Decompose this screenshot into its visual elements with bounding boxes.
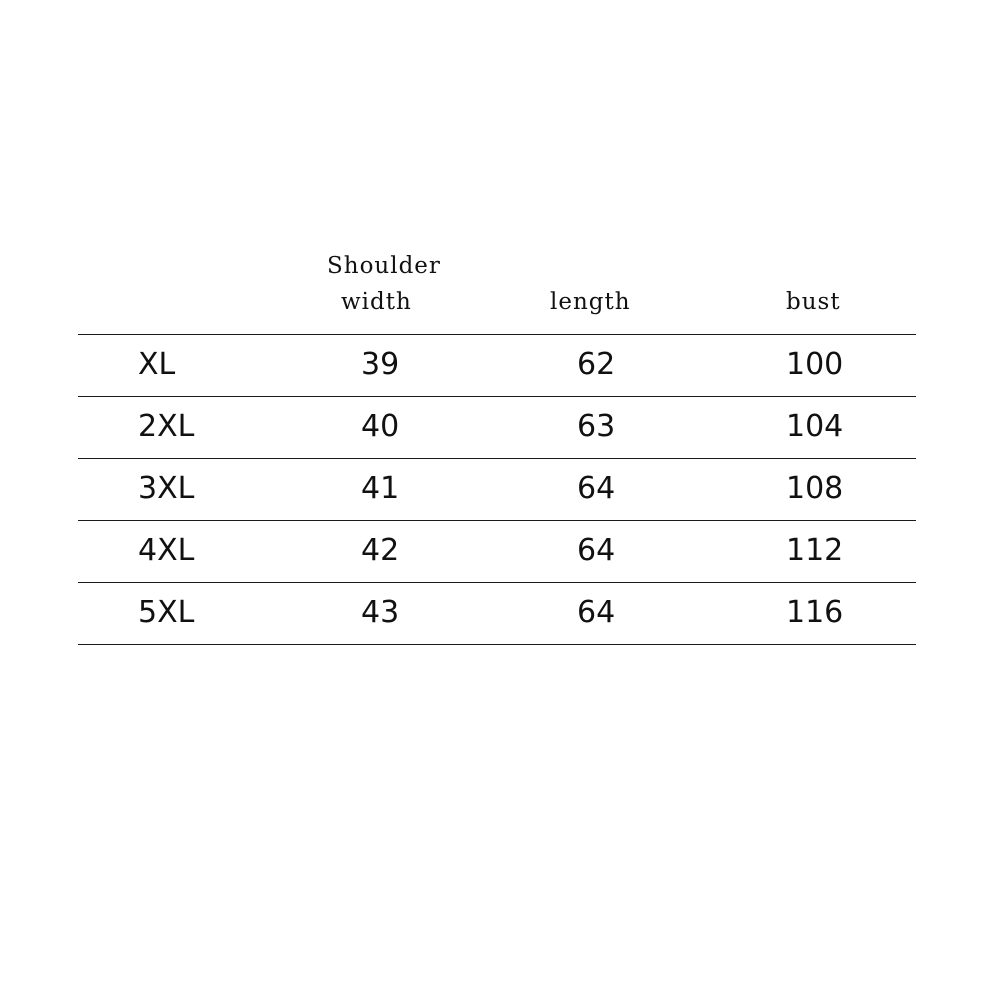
cell-shoulder: 39 bbox=[250, 335, 507, 397]
cell-shoulder: 41 bbox=[250, 459, 507, 521]
cell-bust: 100 bbox=[685, 335, 916, 397]
cell-bust: 108 bbox=[685, 459, 916, 521]
cell-size: 2XL bbox=[78, 397, 250, 459]
table-header bbox=[78, 238, 916, 335]
header-size bbox=[78, 238, 250, 335]
cell-size: 3XL bbox=[78, 459, 250, 521]
cell-length: 64 bbox=[507, 583, 685, 645]
cell-length: 63 bbox=[507, 397, 685, 459]
table-row bbox=[78, 521, 916, 583]
header-row bbox=[78, 238, 916, 335]
size-chart-table bbox=[78, 238, 916, 645]
table-row bbox=[78, 459, 916, 521]
cell-size: 5XL bbox=[78, 583, 250, 645]
cell-size: 4XL bbox=[78, 521, 250, 583]
header-shoulder-line1: Shoulder bbox=[327, 253, 441, 279]
header-bust: bust bbox=[685, 238, 916, 335]
cell-length: 64 bbox=[507, 459, 685, 521]
cell-bust: 104 bbox=[685, 397, 916, 459]
cell-shoulder: 42 bbox=[250, 521, 507, 583]
cell-shoulder: 40 bbox=[250, 397, 507, 459]
cell-size: XL bbox=[78, 335, 250, 397]
table-row bbox=[78, 335, 916, 397]
table-body bbox=[78, 335, 916, 645]
header-length: length bbox=[507, 238, 685, 335]
table-row bbox=[78, 397, 916, 459]
cell-bust: 116 bbox=[685, 583, 916, 645]
header-shoulder-line2: width bbox=[341, 289, 412, 315]
cell-length: 64 bbox=[507, 521, 685, 583]
table-row bbox=[78, 583, 916, 645]
header-shoulder-width bbox=[250, 238, 507, 335]
cell-bust: 112 bbox=[685, 521, 916, 583]
cell-shoulder: 43 bbox=[250, 583, 507, 645]
cell-length: 62 bbox=[507, 335, 685, 397]
